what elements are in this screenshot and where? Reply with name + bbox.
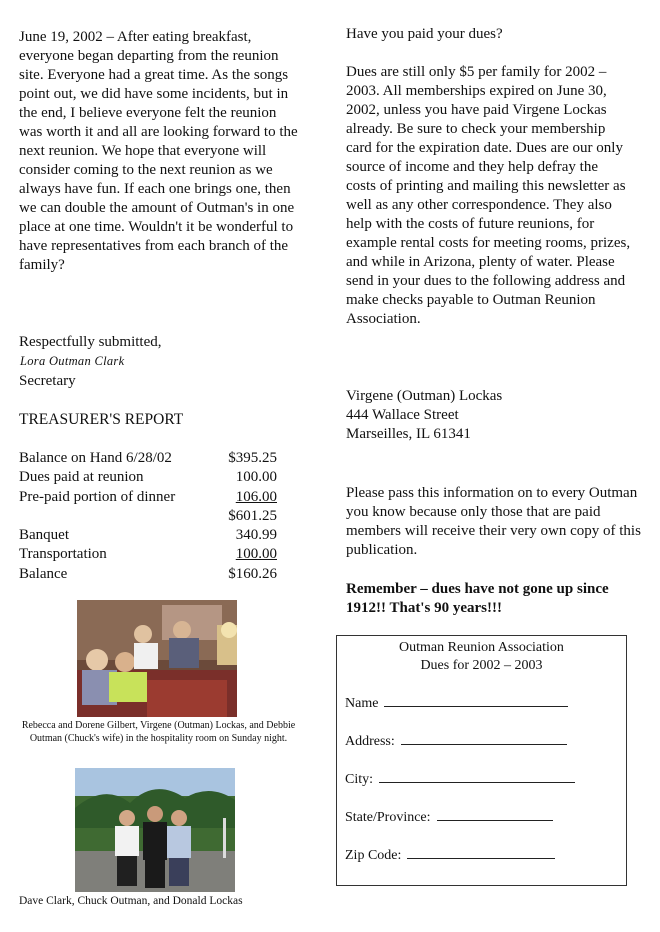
ledger-value: $601.25 [228, 507, 277, 524]
three-men-photo-caption: Dave Clark, Chuck Outman, and Donald Lockas [19, 895, 243, 907]
address-label: Address: [345, 734, 395, 749]
name-label: Name [345, 696, 379, 711]
ledger-value: $395.25 [228, 450, 277, 466]
form-title-org: Outman Reunion Association [399, 640, 564, 655]
ledger-label: Pre-paid portion of dinner [19, 488, 176, 505]
address-street: 444 Wallace Street [346, 407, 459, 423]
city-label: City: [345, 772, 374, 787]
zip-field[interactable] [345, 848, 555, 864]
city-field[interactable] [345, 772, 575, 788]
ledger-row [19, 449, 277, 468]
ledger-row [19, 545, 277, 564]
ledger-label: Dues paid at reunion [19, 469, 144, 486]
city-blank[interactable] [379, 772, 575, 783]
ledger-value: 100.00 [235, 546, 277, 563]
address-field[interactable] [345, 734, 567, 750]
closing-line: Respectfully submitted, [19, 334, 162, 350]
form-title-year: Dues for 2002 – 2003 [420, 658, 543, 673]
address-name: Virgene (Outman) Lockas [346, 388, 503, 404]
ledger-label: Transportation [19, 546, 107, 563]
hospitality-room-photo [77, 600, 237, 717]
intro-paragraph: June 19, 2002 – After eating breakfast, everyone began departing from the reunion site. Everyone had a great time. As the songs point out, we did have some incidents, but in the end, I believe everyone felt the reunion was worth it and all are looking forward to the next reunion. We hope that everyone will consider coming to the next reunion as we always have fun. If each one brings one, then we can double the amount of Outman's in one place at one time. Wouldn't it be wonderful to have representatives from each branch of the family? [19, 29, 298, 273]
ledger-row [19, 565, 277, 584]
treasurer-ledger [19, 449, 277, 584]
name-field[interactable] [345, 696, 568, 712]
ledger-row [19, 488, 277, 507]
signature: Lora Outman Clark [20, 354, 125, 368]
ledger-row [19, 507, 277, 526]
ledger-value: $160.26 [228, 565, 277, 582]
hospitality-photo-caption: Rebecca and Dorene Gilbert, Virgene (Outman) Lockas, and Debbie Outman (Chuck's wife) in the hospitality room on Sunday night. [21, 720, 296, 744]
ledger-label: Balance on Hand 6/28/02 [19, 450, 172, 466]
ledger-label: Balance [19, 565, 68, 582]
ledger-label: Banquet [19, 527, 69, 544]
three-men-image [75, 768, 235, 892]
zip-blank[interactable] [407, 848, 555, 859]
name-blank[interactable] [384, 696, 568, 707]
remember-note: Remember – dues have not gone up since 1912!! That's 90 years!!! [346, 581, 609, 616]
zip-label: Zip Code: [345, 848, 402, 863]
dues-form [336, 635, 627, 886]
address-city: Marseilles, IL 61341 [346, 426, 471, 442]
signer-role: Secretary [19, 373, 76, 389]
three-men-photo [75, 768, 235, 892]
state-blank[interactable] [437, 810, 553, 821]
ledger-value: 100.00 [235, 469, 277, 486]
ledger-row [19, 526, 277, 545]
dues-paragraph: Dues are still only $5 per family for 2002 – 2003. All memberships expired on June 30, 2002, unless you have paid Virgene Lockas already. Be sure to check your membership card for the expiration date. Dues are our only source of income and they help defray the costs of printing and mailing this newsletter as well as any other correspondence. They also help with the costs of future reunions, for example rental costs for meeting rooms, prizes, and while in Arizona, plenty of water. Please send in your dues to the following address and make checks payable to Outman Reunion Association. [346, 64, 631, 327]
ledger-value: 106.00 [235, 488, 277, 505]
ledger-value: 340.99 [235, 527, 277, 544]
state-field[interactable] [345, 810, 553, 826]
state-label: State/Province: [345, 810, 431, 825]
treasurer-heading: TREASURER'S REPORT [19, 411, 184, 428]
hospitality-room-image [77, 600, 237, 717]
pass-paragraph: Please pass this information on to every Outman you know because only those that are paid members will receive their very own copy of this publication. [346, 485, 641, 558]
ledger-row [19, 468, 277, 487]
address-blank[interactable] [401, 734, 567, 745]
dues-question: Have you paid your dues? [346, 26, 503, 42]
